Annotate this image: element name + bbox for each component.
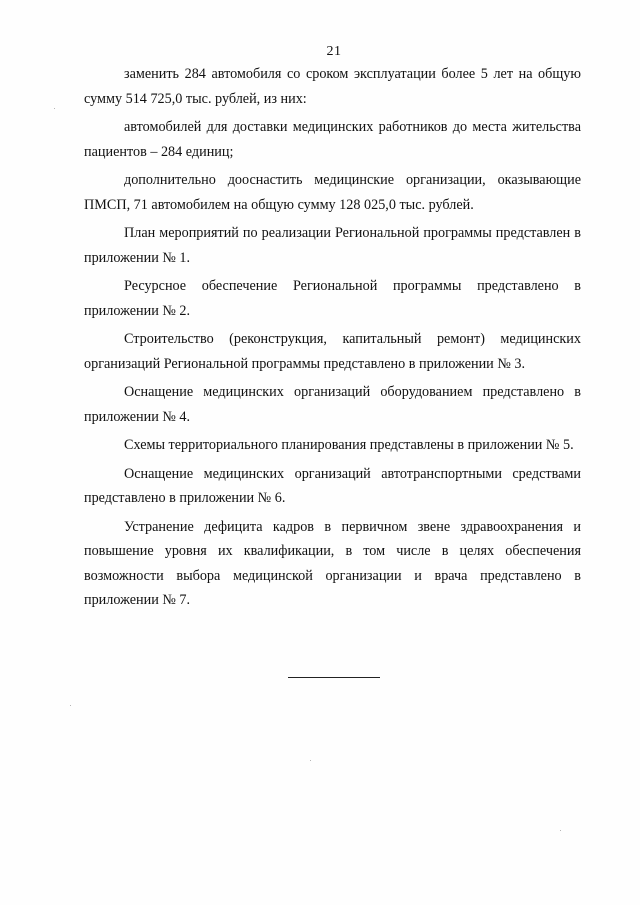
paragraph-construction: Строительство (реконструкция, капитальный ремонт) медицинских организаций Региональной программы представлено в приложении № 3. (84, 331, 581, 372)
scan-speck (560, 830, 561, 831)
paragraph-staff-shortage: Устранение дефицита кадров в первичном звене здравоохранения и повышение уровня их квалификации, в том числе в целях обеспечения возможности выбора медицинской организации и врача представлено в приложении № 7. (84, 518, 581, 608)
paragraph-delivery-vehicles: автомобилей для доставки медицинских работников до места жительства пациентов – 284 единиц; (84, 119, 581, 160)
end-separator-line (288, 677, 380, 678)
paragraph-equipment: Оснащение медицинских организаций оборудованием представлено в приложении № 4. (84, 384, 581, 425)
page-number: 21 (326, 44, 342, 59)
paragraph-territorial-planning: Схемы территориального планирования представлены в приложении № 5. (124, 437, 574, 453)
paragraph-additional-equipment: дополнительно дооснастить медицинские организации, оказывающие ПМСП, 71 автомобилем на общую сумму 128 025,0 тыс. рублей. (84, 172, 581, 213)
paragraph-vehicle-equipment: Оснащение медицинских организаций автотранспортными средствами представлено в приложении № 6. (84, 465, 581, 506)
scan-speck (54, 108, 55, 109)
paragraph-action-plan: План мероприятий по реализации Региональной программы представлен в приложении № 1. (84, 225, 581, 266)
paragraph-resource-provision: Ресурсное обеспечение Региональной программы представлено в приложении № 2. (84, 278, 581, 319)
scan-speck (310, 760, 311, 761)
scan-speck (70, 705, 71, 706)
document-body (84, 62, 581, 617)
paragraph-replace-vehicles: заменить 284 автомобиля со сроком эксплуатации более 5 лет на общую сумму 514 725,0 тыс. рублей, из них: (84, 66, 581, 107)
